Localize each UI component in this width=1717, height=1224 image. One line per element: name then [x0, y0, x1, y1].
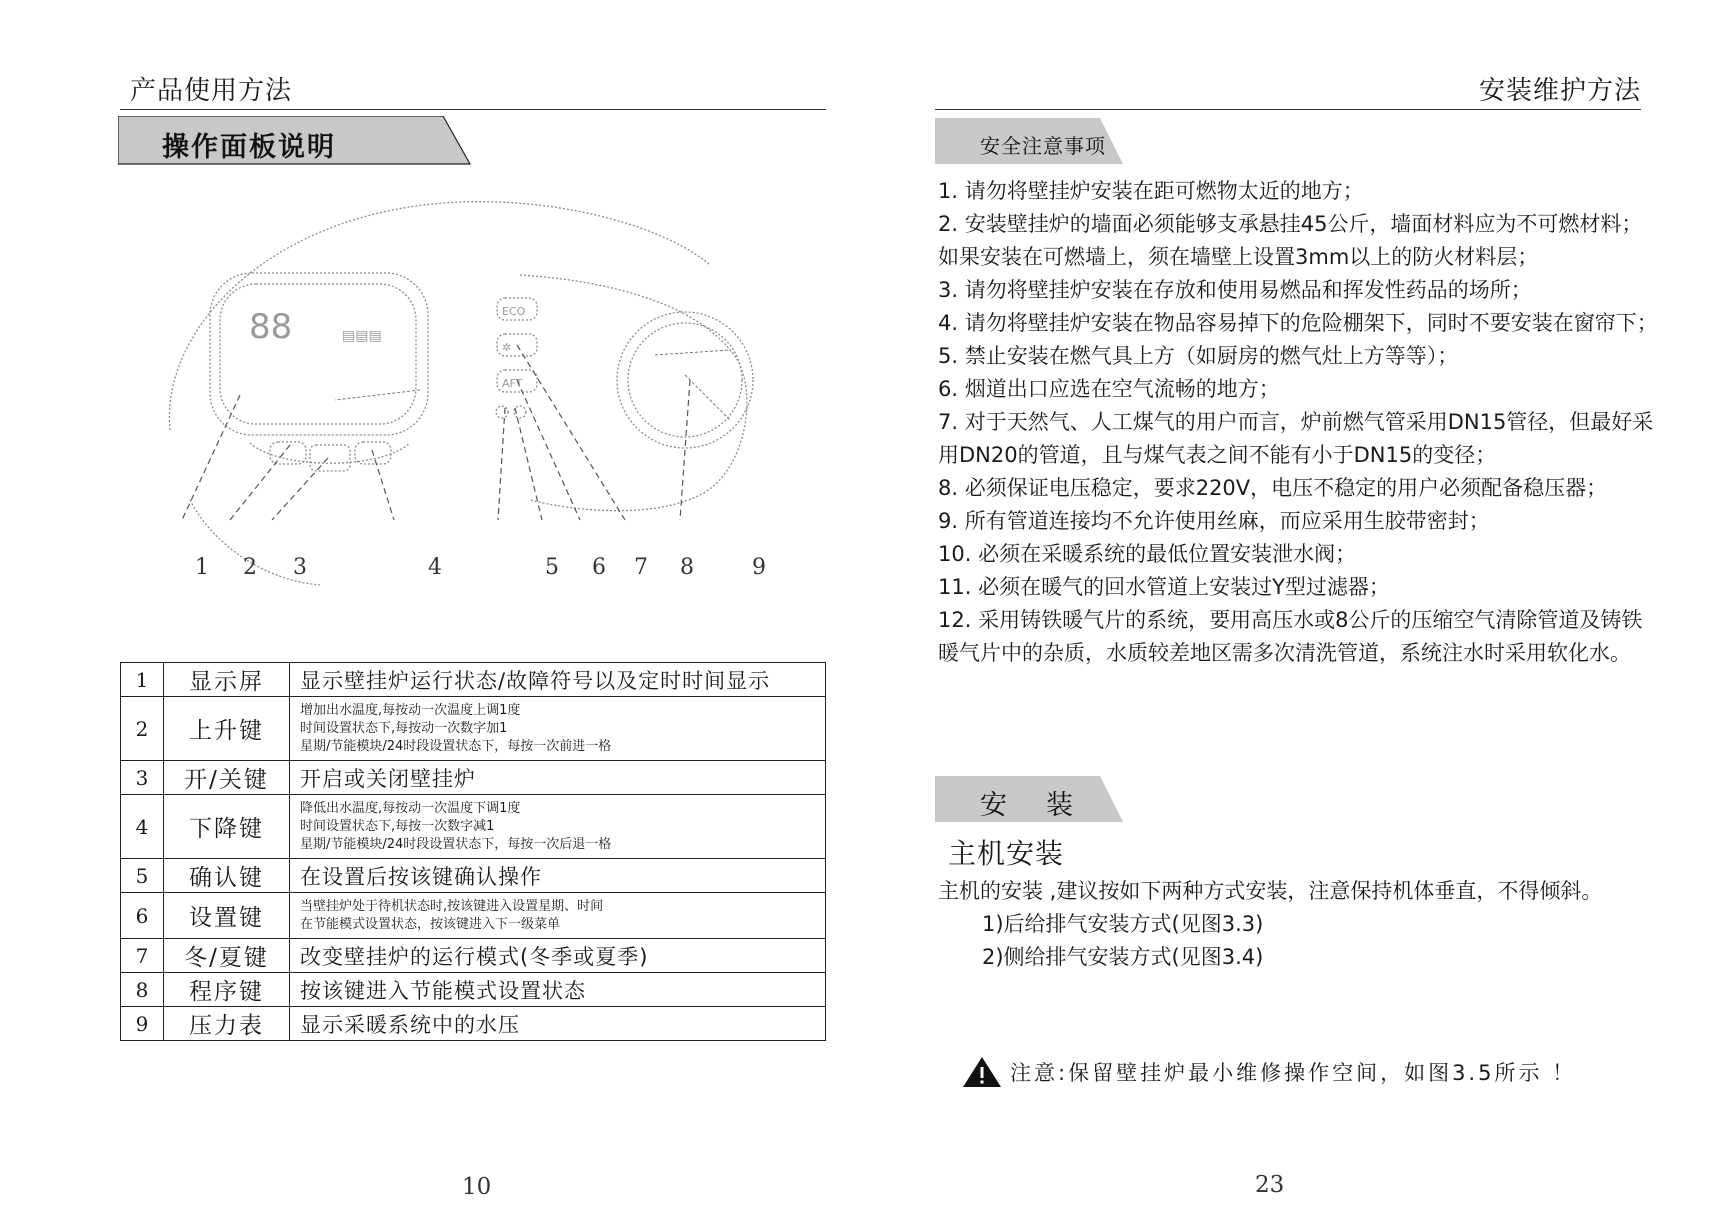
safety-item: 10. 必须在采暖系统的最低位置安装泄水阀； — [938, 542, 1357, 566]
callout-7: 7 — [634, 555, 648, 580]
table-row — [121, 795, 826, 859]
row-number: 2 — [121, 697, 164, 761]
key-description — [290, 697, 826, 761]
callout-6: 6 — [592, 555, 606, 580]
description-line: 星期/节能模块/24时段设置状态下，每按一次前进一格 — [300, 738, 612, 754]
key-name: 设置键 — [164, 893, 290, 939]
section-tab-title: 操作面板说明 — [162, 132, 336, 163]
warning-icon — [962, 1056, 1002, 1088]
key-name: 确认键 — [164, 859, 290, 893]
safety-item: 8. 必须保证电压稳定，要求220V，电压不稳定的用户必须配备稳压器； — [938, 476, 1608, 500]
safety-notes — [938, 175, 1658, 670]
install-subtitle: 主机安装 — [948, 837, 1065, 870]
row-number: 9 — [121, 1007, 164, 1041]
panel-function-table — [120, 662, 826, 1041]
row-number: 7 — [121, 939, 164, 973]
key-description — [290, 893, 826, 939]
svg-text:ECO: ECO — [502, 305, 526, 318]
table-row — [121, 939, 826, 973]
description-line: 按该键进入节能模式设置状态 — [300, 978, 586, 1003]
safety-item: 12. 采用铸铁暖气片的系统，要用高压水或8公斤的压缩空气清除管道及铸铁暖气片中的杂质，水质较差地区需多次清洗管道，系统注水时采用软化水。 — [938, 608, 1643, 665]
callout-4: 4 — [428, 555, 442, 580]
right-header-rule — [935, 109, 1641, 110]
description-line: 开启或关闭壁挂炉 — [300, 766, 476, 791]
safety-tab-title: 安全注意事项 — [980, 134, 1106, 158]
row-number: 4 — [121, 795, 164, 859]
description-line: 时间设置状态下,每按动一次数字加1 — [300, 720, 508, 736]
key-description — [290, 939, 826, 973]
callout-5: 5 — [545, 555, 559, 580]
safety-item: 7. 对于天然气、人工煤气的用户而言，炉前燃气管采用DN15管径，但最好采用DN20的管道，且与煤气表之间不能有小于DN15的变径； — [938, 410, 1654, 467]
key-description — [290, 795, 826, 859]
description-line: 星期/节能模块/24时段设置状态下，每按一次后退一格 — [300, 836, 612, 852]
svg-text:✲: ✲ — [502, 341, 512, 354]
table-row — [121, 893, 826, 939]
safety-item: 3. 请勿将壁挂炉安装在存放和使用易燃品和挥发性药品的场所； — [938, 278, 1532, 302]
key-description — [290, 1007, 826, 1041]
install-method-1: 1)后给排气安装方式(见图3.3) — [982, 912, 1264, 936]
table-row — [121, 697, 826, 761]
row-number: 5 — [121, 859, 164, 893]
description-line: 增加出水温度,每按动一次温度上调1度 — [300, 702, 521, 718]
safety-item: 1. 请勿将壁挂炉安装在距可燃物太近的地方； — [938, 179, 1364, 203]
description-line: 在节能模式设置状态，按该键进入下一级菜单 — [300, 916, 561, 932]
svg-text:AFT: AFT — [502, 377, 523, 390]
install-method-2: 2)侧给排气安装方式(见图3.4) — [982, 945, 1264, 969]
callout-2: 2 — [243, 555, 257, 580]
control-panel-diagram — [150, 180, 790, 600]
left-header-rule — [120, 109, 826, 110]
key-name: 程序键 — [164, 973, 290, 1007]
safety-item: 9. 所有管道连接均不允许使用丝麻，而应采用生胶带密封； — [938, 509, 1490, 533]
install-tab-title: 安 装 — [980, 790, 1079, 821]
callout-1: 1 — [195, 555, 209, 580]
key-description — [290, 859, 826, 893]
row-number: 6 — [121, 893, 164, 939]
row-number: 3 — [121, 761, 164, 795]
description-line: 显示壁挂炉运行状态/故障符号以及定时时间显示 — [300, 668, 771, 693]
key-description — [290, 663, 826, 697]
key-description — [290, 761, 826, 795]
description-line: 显示采暖系统中的水压 — [300, 1012, 520, 1037]
key-name: 下降键 — [164, 795, 290, 859]
key-description — [290, 973, 826, 1007]
svg-text:▤▤▤: ▤▤▤ — [342, 328, 382, 344]
install-text — [938, 875, 1668, 974]
description-line: 当壁挂炉处于待机状态时,按该键进入设置星期、时间 — [300, 898, 604, 914]
description-line: 在设置后按该键确认操作 — [300, 864, 542, 889]
warning-text: 注意:保留壁挂炉最小维修操作空间，如图3.5所示 ！ — [1010, 1061, 1577, 1085]
table-row — [121, 663, 826, 697]
safety-item: 6. 烟道出口应选在空气流畅的地方； — [938, 377, 1280, 401]
row-number: 1 — [121, 663, 164, 697]
callout-3: 3 — [293, 555, 307, 580]
description-line: 时间设置状态下,每按一次数字减1 — [300, 818, 495, 834]
safety-item: 2. 安装壁挂炉的墙面必须能够支承悬挂45公斤，墙面材料应为不可燃材料；如果安装在可燃墙上，须在墙壁上设置3mm以上的防火材料层； — [938, 212, 1643, 269]
callout-9: 9 — [752, 555, 766, 580]
safety-item: 5. 禁止安装在燃气具上方（如厨房的燃气灶上方等等）； — [938, 344, 1459, 368]
safety-item: 4. 请勿将壁挂炉安装在物品容易掉下的危险棚架下，同时不要安装在窗帘下； — [938, 311, 1658, 335]
key-name: 上升键 — [164, 697, 290, 761]
callout-8: 8 — [680, 555, 694, 580]
table-row — [121, 973, 826, 1007]
key-name: 显示屏 — [164, 663, 290, 697]
display-digits: 88 — [249, 307, 293, 347]
description-line: 改变壁挂炉的运行模式(冬季或夏季) — [300, 944, 649, 969]
key-name: 冬/夏键 — [164, 939, 290, 973]
right-header-title: 安装维护方法 — [1479, 76, 1642, 106]
table-row — [121, 859, 826, 893]
right-page-number: 23 — [1255, 1172, 1285, 1198]
table-row — [121, 761, 826, 795]
left-page-number: 10 — [462, 1174, 492, 1200]
row-number: 8 — [121, 973, 164, 1007]
left-header-title: 产品使用方法 — [130, 76, 293, 106]
key-name: 开/关键 — [164, 761, 290, 795]
maintenance-warning — [962, 1056, 1576, 1088]
left-page — [0, 0, 850, 1224]
safety-item: 11. 必须在暖气的回水管道上安装过Y型过滤器； — [938, 575, 1390, 599]
table-row — [121, 1007, 826, 1041]
install-intro: 主机的安装 ,建议按如下两种方式安装，注意保持机体垂直，不得倾斜。 — [938, 879, 1603, 903]
description-line: 降低出水温度,每按动一次温度下调1度 — [300, 800, 521, 816]
key-name: 压力表 — [164, 1007, 290, 1041]
